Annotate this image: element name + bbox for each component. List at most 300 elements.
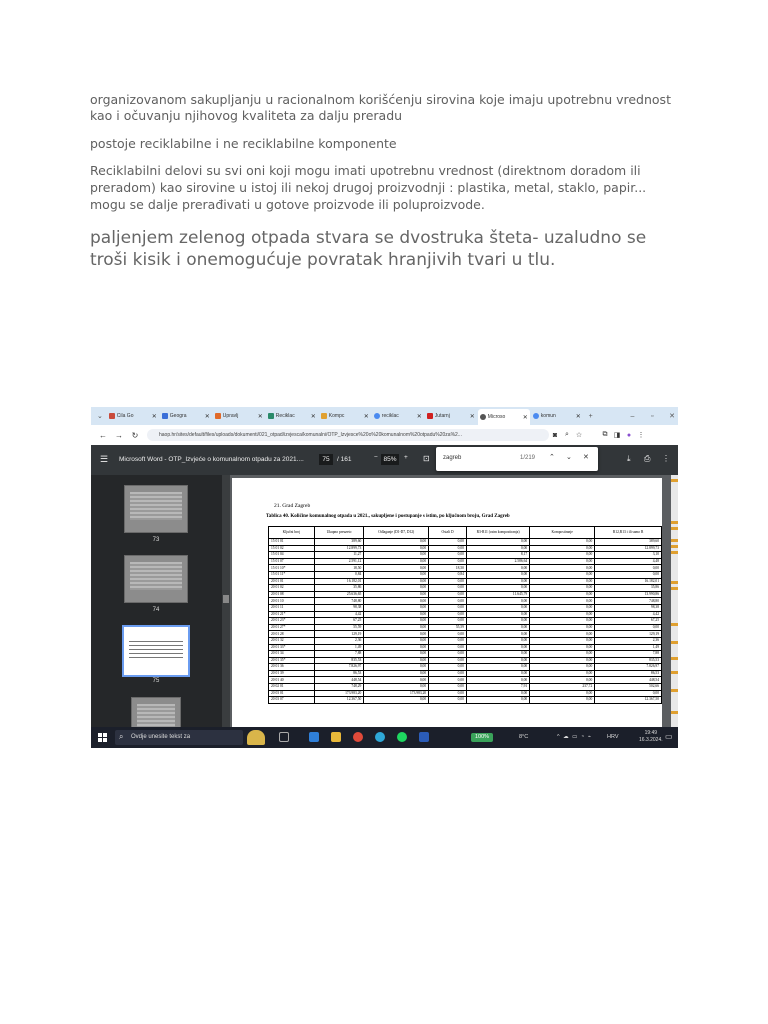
paragraph-2: postoje reciklabilne i ne reciklabilne komponente (90, 136, 397, 151)
table-cell: 0,84 (429, 571, 467, 578)
table-row (269, 598, 662, 605)
tab-close-icon[interactable]: ✕ (204, 413, 210, 420)
tab-close-icon[interactable]: ✕ (469, 413, 475, 420)
spotify-icon[interactable] (397, 732, 407, 742)
table-cell: 0,00 (364, 552, 429, 559)
table-row (269, 670, 662, 677)
tab-label: Microso (487, 414, 506, 420)
table-cell: 0,00 (364, 618, 429, 625)
table-row (269, 545, 662, 552)
table-cell: 0,00 (429, 644, 467, 651)
table-cell: 11,27 (314, 552, 364, 559)
table-cell: 0,00 (429, 657, 467, 664)
tab-label: Upravlj (222, 413, 239, 419)
table-cell: 448,54 (314, 677, 364, 684)
forward-icon[interactable]: → (115, 430, 123, 440)
page-total: / 161 (337, 456, 352, 463)
browser-tab[interactable] (372, 409, 424, 423)
table-cell: 7,91 (466, 684, 529, 691)
table-cell: 0,00 (429, 664, 467, 671)
table-cell: 35,86 (595, 585, 662, 592)
new-tab-icon[interactable]: + (588, 412, 593, 420)
table-row (269, 657, 662, 664)
table-cell: 15 01 01 (269, 539, 315, 546)
table-cell: 0,00 (466, 604, 529, 611)
table-cell: 0,00 (429, 539, 467, 546)
table-cell: 18,50 (314, 565, 364, 572)
table-cell: 20 01 21* (269, 611, 315, 618)
zoom-icon[interactable]: ⌕ (565, 431, 569, 438)
paragraph-4: paljenjem zelenog otpada stvara se dvostruka šteta- uzaludno se troši kisik i onemogućuje povratak hranjivih tvari u tlu. (90, 228, 647, 270)
table-cell: 0,00 (429, 598, 467, 605)
page-icon (268, 413, 274, 419)
paragraph-3: Reciklabilni delovi su svi oni koji mogu imati upotrebnu vrednost (direktnom doradom ili preradom) kao sirovine u istoj ili nekoj drugoj proizvodnji : plastika, metal, staklo, papir... mogu se dalje prerađivati u gotove proizvode ili poluproizvode. (90, 163, 647, 212)
table-cell: 20 03 07 (269, 697, 315, 704)
table-row (269, 644, 662, 651)
doc-heading: 21. Grad Zagreb (274, 503, 311, 509)
browser-tab[interactable] (266, 409, 318, 423)
google-icon (533, 413, 539, 419)
table-cell: 0,00 (364, 670, 429, 677)
tab-close-icon[interactable]: ✕ (575, 413, 581, 420)
table-cell: 0,84 (314, 571, 364, 578)
table-cell: 0,00 (364, 644, 429, 651)
table-cell: 20 01 32 (269, 637, 315, 644)
minimize-icon[interactable]: – (630, 412, 635, 420)
table-cell: 12.367,50 (314, 697, 364, 704)
globe-icon (480, 414, 486, 420)
tab-label: komun (540, 413, 556, 419)
close-window-icon[interactable]: ✕ (669, 413, 676, 420)
table-cell: 0,00 (466, 585, 529, 592)
table-cell: 0,00 (364, 604, 429, 611)
table-cell: 18,50 (429, 565, 467, 572)
page-icon (162, 413, 168, 419)
table-cell: 0,00 (530, 677, 595, 684)
table-cell: 4,42 (314, 611, 364, 618)
table-cell: 0,00 (466, 578, 529, 585)
table-cell: 20 01 10 (269, 598, 315, 605)
tab-close-icon[interactable]: ✕ (257, 413, 263, 420)
table-cell: 448,54 (595, 677, 662, 684)
table-row (269, 631, 662, 638)
table-cell: 0,00 (466, 598, 529, 605)
table-cell: 20 01 34 (269, 651, 315, 658)
table-row (269, 684, 662, 691)
page-thumbnail-selected[interactable] (122, 625, 190, 677)
table-cell: 15 01 04 (269, 552, 315, 559)
page-icon (109, 413, 115, 419)
clock-time: 19:49 (644, 730, 658, 736)
table-cell: 1,49 (314, 644, 364, 651)
table-cell: 0,00 (364, 657, 429, 664)
table-cell: 0,00 (466, 571, 529, 578)
table-cell: 0,00 (364, 611, 429, 618)
split-view-icon[interactable]: ◨ (613, 432, 621, 439)
table-row (269, 539, 662, 546)
page-thumbnail[interactable] (124, 485, 188, 533)
taskbar-search-placeholder: Ovdje unesite tekst za (131, 734, 191, 740)
table-cell: 7,88 (595, 651, 662, 658)
table-cell: 0,00 (466, 631, 529, 638)
tab-close-icon[interactable]: ✕ (522, 414, 528, 421)
table-cell: 0,00 (530, 611, 595, 618)
table-cell: 0,00 (530, 690, 595, 697)
download-icon[interactable]: ⤓ (627, 454, 631, 463)
tab-close-icon[interactable]: ✕ (151, 413, 157, 420)
table-cell: 0,00 (429, 618, 467, 625)
mail-icon[interactable] (309, 732, 319, 742)
browser-tab[interactable] (160, 409, 212, 423)
table-row (269, 624, 662, 631)
browser-tab[interactable] (319, 409, 371, 423)
table-cell: 0,00 (530, 571, 595, 578)
tab-label: Jutarnj (434, 413, 450, 419)
tab-label: Geogra (169, 413, 187, 419)
battery-indicator: 100% (471, 733, 493, 742)
table-cell: 20 01 11 (269, 604, 315, 611)
browser-menu-icon[interactable]: ⋮ (637, 432, 645, 439)
table-cell: 0,00 (364, 637, 429, 644)
table-cell: 389,60 (314, 539, 364, 546)
table-cell: 0,00 (530, 651, 595, 658)
table-cell: 0,00 (530, 578, 595, 585)
table-row (269, 697, 662, 704)
profile-avatar-icon[interactable]: ● (626, 431, 632, 439)
edge-icon[interactable] (375, 732, 385, 742)
url-field[interactable]: haop.hr/sites/default/files/uploads/dokumenti/021_otpad/izvjesca/komunalni/OTP_Izvjesce%20o%20komunalnom%20otpadu%20za%2... (147, 429, 549, 441)
table-cell: 35,86 (314, 585, 364, 592)
pdf-menu-icon[interactable]: ☰ (100, 454, 109, 464)
windows-start-icon[interactable] (98, 733, 107, 742)
sidebar-scrollbar[interactable] (222, 475, 230, 727)
table-row (269, 552, 662, 559)
table-row (269, 664, 662, 671)
table-cell: 0,00 (429, 545, 467, 552)
table-cell: 16.182,01 (314, 578, 364, 585)
browser-tab[interactable] (478, 409, 530, 425)
table-cell: 20 01 35* (269, 657, 315, 664)
table-cell: 0,00 (429, 651, 467, 658)
pdf-title: Microsoft Word - OTP_Izvjeće o komunalnom otpadu za 2021.... (119, 456, 304, 463)
table-header-cell: R12,R13 i ili samo R (595, 527, 662, 539)
print-icon[interactable]: ⎙ (644, 454, 651, 463)
table-cell: 237,72 (530, 684, 595, 691)
table-cell: 16.182,01 (595, 578, 662, 585)
table-cell: 13.990,86 (595, 591, 662, 598)
table-row (269, 571, 662, 578)
paragraph-1: organizovanom sakupljanju u racionalnom korišćenju sirovina koje imaju upotrebnu vrednost kao i očuvanju njihovog kvaliteta za dalju preradu (90, 92, 671, 123)
table-cell: 173.983,20 (364, 690, 429, 697)
chrome-icon[interactable] (353, 732, 363, 742)
table-cell: 86,53 (595, 670, 662, 677)
find-prev-icon[interactable]: ⌃ (549, 454, 555, 461)
embedded-screenshot (91, 407, 678, 748)
page-icon (215, 413, 221, 419)
page-icon (321, 413, 327, 419)
table-cell: 748,80 (595, 598, 662, 605)
table-cell: 20 01 27* (269, 624, 315, 631)
table-cell: 15 01 02 (269, 545, 315, 552)
table-cell: 0,00 (364, 545, 429, 552)
table-header-cell: Odlaganje (D1-D7, D12) (364, 527, 429, 539)
table-cell: 2,36 (595, 637, 662, 644)
find-close-icon[interactable]: ✕ (583, 454, 589, 461)
table-cell: 67,25 (595, 618, 662, 625)
find-input[interactable]: zagreb (443, 455, 462, 461)
table-cell: 0,00 (364, 664, 429, 671)
table-header-cell: Ostali D (429, 527, 467, 539)
table-cell: 835,53 (314, 657, 364, 664)
table-cell: 0,00 (466, 618, 529, 625)
table-row (269, 637, 662, 644)
table-header-cell: R3-R11 (osim kompostiranja) (466, 527, 529, 539)
table-cell: 7.826,97 (314, 664, 364, 671)
table-row (269, 611, 662, 618)
table-cell: 0,00 (364, 677, 429, 684)
language-indicator[interactable]: HRV (607, 734, 619, 740)
table-cell: 0,00 (530, 670, 595, 677)
thumbnail-number: 73 (152, 537, 160, 543)
tab-label: Reciklac (275, 413, 295, 419)
table-cell: 0,00 (429, 690, 467, 697)
table-cell: 0,00 (429, 637, 467, 644)
tab-search-icon[interactable]: ⌄ (96, 413, 103, 420)
zoom-in-icon[interactable]: + (404, 454, 408, 461)
table-cell: 20 01 40 (269, 677, 315, 684)
table-cell: 11.645,79 (466, 591, 529, 598)
table-header-cell: Kompostiranje (530, 527, 595, 539)
table-cell: 0,00 (466, 690, 529, 697)
table-cell: 0,00 (530, 624, 595, 631)
table-cell: 0,00 (530, 552, 595, 559)
table-cell: 748,29 (314, 684, 364, 691)
table-row (269, 591, 662, 598)
page-icon (427, 413, 433, 419)
table-cell: 3,10 (595, 552, 662, 559)
table-row (269, 585, 662, 592)
table-cell: 0,00 (364, 684, 429, 691)
browser-tab[interactable] (213, 409, 265, 423)
browser-tab[interactable] (531, 409, 583, 423)
table-cell: 0,00 (429, 697, 467, 704)
table-cell: 0,00 (530, 585, 595, 592)
table-cell: 0,00 (429, 578, 467, 585)
table-cell: 0,00 (429, 591, 467, 598)
table-cell: 2.586,64 (466, 558, 529, 565)
taskbar-search[interactable] (115, 730, 243, 745)
table-cell: 0,00 (429, 604, 467, 611)
clock-date: 16.3.2024. (639, 737, 663, 743)
table-cell: 0,00 (530, 697, 595, 704)
page-thumbnail[interactable] (124, 555, 188, 603)
table-cell: 0,00 (429, 670, 467, 677)
table-cell: 0,00 (429, 552, 467, 559)
table-row (269, 558, 662, 565)
zoom-out-icon[interactable]: − (374, 454, 378, 461)
google-icon (374, 413, 380, 419)
tab-label: reciklac (381, 413, 399, 419)
browser-tab[interactable] (107, 409, 159, 423)
table-cell: 0,00 (429, 558, 467, 565)
table-cell: 0,00 (466, 545, 529, 552)
table-cell: 0,00 (364, 585, 429, 592)
table-cell: 129,19 (595, 631, 662, 638)
temperature: 8°C (519, 734, 529, 740)
clock[interactable] (639, 730, 663, 744)
table-cell: 0,00 (466, 697, 529, 704)
doc-table-caption: Tablica 40. Količine komunalnog otpada u 2021., sakupljene i postupanje s istim, po ključnom broju, Grad Zagreb (266, 514, 510, 519)
word-icon[interactable] (419, 732, 429, 742)
table-cell: 0,00 (530, 539, 595, 546)
table-cell: 0,00 (466, 624, 529, 631)
fit-page-icon[interactable]: ⊡ (423, 454, 430, 463)
table-cell: 0,00 (466, 657, 529, 664)
table-cell: 0,00 (530, 591, 595, 598)
table-cell: 15 01 10* (269, 565, 315, 572)
table-cell: 20 01 33* (269, 644, 315, 651)
table-cell: 55,59 (429, 624, 467, 631)
find-bar (436, 447, 598, 471)
tab-close-icon[interactable]: ✕ (416, 413, 422, 420)
tab-label: Kompc (328, 413, 345, 419)
back-icon[interactable]: ← (99, 430, 107, 440)
thumbnail-sidebar (91, 475, 230, 727)
table-cell: 0,00 (429, 611, 467, 618)
table-header-row (269, 527, 662, 539)
table-cell: 0,00 (466, 644, 529, 651)
system-tray-icons[interactable]: ^ ☁ ▭ ◔ ⌁ (557, 734, 593, 740)
pdf-more-icon[interactable]: ⋮ (662, 454, 670, 463)
table-cell: 748,80 (314, 598, 364, 605)
table-cell: 0,00 (530, 664, 595, 671)
tab-close-icon[interactable]: ✕ (310, 413, 316, 420)
maximize-icon[interactable]: ▫ (651, 412, 654, 420)
find-next-icon[interactable]: ⌄ (566, 454, 572, 461)
table-cell: 0,00 (530, 644, 595, 651)
table-row (269, 690, 662, 697)
table-cell: 0,00 (364, 631, 429, 638)
table-cell: 835,53 (595, 657, 662, 664)
table-cell: 0,00 (364, 697, 429, 704)
lens-icon[interactable]: ◙ (552, 431, 558, 439)
tab-close-icon[interactable]: ✕ (363, 413, 369, 420)
table-cell: 0,00 (595, 571, 662, 578)
file-explorer-icon[interactable] (331, 732, 341, 742)
table-cell: 20 01 23* (269, 618, 315, 625)
table-cell: 502,66 (595, 684, 662, 691)
tab-list (106, 407, 583, 425)
table-cell: 20 01 36 (269, 664, 315, 671)
viewport-scrollbar[interactable] (671, 475, 678, 727)
thumbnail-number: 75 (152, 678, 160, 684)
table-cell: 15 01 07 (269, 558, 315, 565)
table-cell: 20 01 39 (269, 670, 315, 677)
table-cell: 25.636,65 (314, 591, 364, 598)
table-cell: 0,00 (466, 637, 529, 644)
table-cell: 0,00 (530, 657, 595, 664)
table-cell: 0,00 (530, 604, 595, 611)
table-header-cell: Ukupno preuzeto (314, 527, 364, 539)
table-cell: 20 01 08 (269, 591, 315, 598)
table-cell: 0,00 (364, 651, 429, 658)
extensions-icon[interactable]: ⧉ (602, 431, 608, 438)
table-cell: 0,00 (530, 598, 595, 605)
table-row (269, 651, 662, 658)
table-cell: 67,25 (314, 618, 364, 625)
table-cell: 0,00 (429, 585, 467, 592)
zoom-level[interactable]: 85% (381, 454, 399, 465)
find-count: 1/219 (520, 455, 536, 461)
table-header-cell: Ključni broj (269, 527, 315, 539)
tab-label: Čila Go (116, 413, 134, 419)
task-view-icon[interactable] (279, 732, 289, 742)
table-cell: 86,53 (314, 670, 364, 677)
table-cell: 0,00 (466, 565, 529, 572)
reload-icon[interactable]: ↻ (131, 430, 139, 440)
waste-table (268, 526, 662, 704)
table-cell: 0,00 (364, 571, 429, 578)
table-cell: 0,00 (364, 539, 429, 546)
table-cell: 0,00 (530, 565, 595, 572)
pdf-viewport (230, 475, 671, 727)
table-cell: 0,00 (530, 558, 595, 565)
table-cell: 389,60 (595, 539, 662, 546)
weather-widget-icon[interactable] (247, 730, 265, 745)
table-cell: 12.367,50 (595, 697, 662, 704)
table-cell: 0,00 (364, 565, 429, 572)
table-cell: 0,00 (530, 631, 595, 638)
table-cell: 0,00 (364, 591, 429, 598)
table-cell: 0,00 (595, 690, 662, 697)
table-cell: 0,00 (466, 539, 529, 546)
table-cell: 0,00 (364, 598, 429, 605)
table-cell: 173.983,20 (314, 690, 364, 697)
table-cell: 0,00 (429, 631, 467, 638)
table-cell: 7.826,97 (595, 664, 662, 671)
table-cell: 0,00 (364, 558, 429, 565)
bookmark-star-icon[interactable]: ☆ (575, 432, 583, 439)
table-cell: 0,00 (530, 545, 595, 552)
table-cell: 0,00 (466, 670, 529, 677)
table-cell: 4,48 (595, 558, 662, 565)
table-cell: 0,00 (364, 624, 429, 631)
table-cell: 2.591,12 (314, 558, 364, 565)
table-cell: 15 01 11* (269, 571, 315, 578)
table-cell: 0,00 (530, 637, 595, 644)
table-cell: 0,00 (530, 618, 595, 625)
table-cell: 2,36 (314, 637, 364, 644)
table-row (269, 618, 662, 625)
table-cell: 0,00 (364, 578, 429, 585)
notifications-icon[interactable]: ▭ (665, 732, 673, 741)
table-cell: 7,88 (314, 651, 364, 658)
table-cell: 55,59 (314, 624, 364, 631)
table-cell: 0,00 (466, 611, 529, 618)
table-cell: 98,38 (314, 604, 364, 611)
browser-tab[interactable] (425, 409, 477, 423)
address-bar (91, 425, 678, 445)
table-cell: 0,00 (466, 677, 529, 684)
table-cell: 8,17 (466, 552, 529, 559)
table-cell: 0,00 (429, 677, 467, 684)
page-number-input[interactable]: 75 (319, 454, 333, 465)
table-cell: 0,00 (466, 664, 529, 671)
table-cell: 4,42 (595, 611, 662, 618)
table-cell: 129,19 (314, 631, 364, 638)
table-cell: 1,49 (595, 644, 662, 651)
table-cell: 20 02 01 (269, 684, 315, 691)
